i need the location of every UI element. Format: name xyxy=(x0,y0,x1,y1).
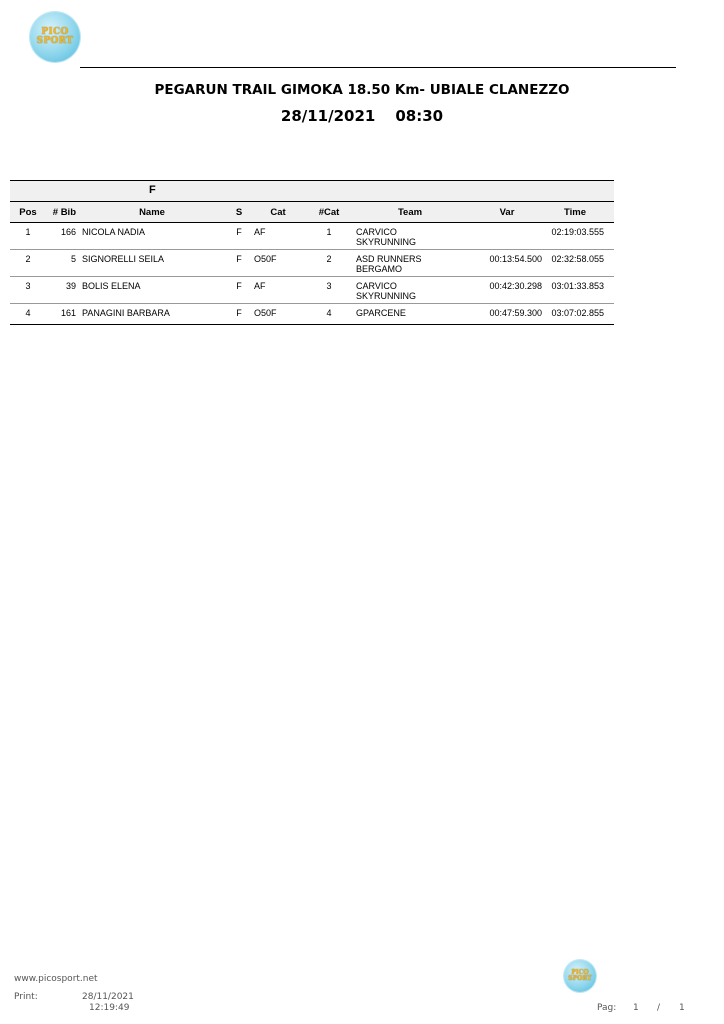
cell-pos: 2 xyxy=(25,254,31,264)
event-title: PEGARUN TRAIL GIMOKA 18.50 Km- UBIALE CLANEZZO xyxy=(154,82,570,98)
cell-cat-pos: 2 xyxy=(326,254,332,264)
header-divider xyxy=(80,67,676,68)
cell-name: BOLIS ELENA xyxy=(82,281,141,291)
column-headers xyxy=(10,202,614,223)
table-row xyxy=(10,223,614,250)
header-bib: # Bib xyxy=(52,207,76,218)
footer-website: www.picosport.net xyxy=(14,974,98,984)
header-cat-pos: #Cat xyxy=(318,207,340,218)
cell-team: CARVICO SKYRUNNING xyxy=(356,227,417,247)
cell-cat: AF xyxy=(254,227,266,237)
cell-pos: 3 xyxy=(25,281,31,291)
print-time: 12:19:49 xyxy=(89,1003,130,1013)
cell-bib: 161 xyxy=(60,308,76,318)
header-time: Time xyxy=(563,207,586,218)
table-row xyxy=(10,277,614,304)
cell-bib: 166 xyxy=(60,227,76,237)
picosport-logo xyxy=(30,12,80,62)
table-row xyxy=(10,304,614,325)
header-sex: S xyxy=(235,207,243,218)
print-label: Print: xyxy=(14,992,38,1002)
header-cat: Cat xyxy=(270,207,286,218)
cell-var: 00:42:30.298 xyxy=(489,281,542,291)
cell-team: GPARCENE xyxy=(356,308,406,318)
results-table xyxy=(10,180,614,325)
cell-bib: 5 xyxy=(70,254,76,264)
cell-time: 02:32:58.055 xyxy=(551,254,604,264)
cell-var: 00:47:59.300 xyxy=(489,308,542,318)
cell-cat-pos: 1 xyxy=(326,227,332,237)
header-team: Team xyxy=(397,207,423,218)
page-current: 1 xyxy=(633,1003,639,1013)
cell-name: PANAGINI BARBARA xyxy=(82,308,170,318)
header-var: Var xyxy=(499,207,515,218)
cell-sex: F xyxy=(236,227,242,237)
cell-time: 02:19:03.555 xyxy=(551,227,604,237)
group-header xyxy=(10,180,614,202)
cell-name: SIGNORELLI SEILA xyxy=(82,254,165,264)
page-total: 1 xyxy=(679,1003,685,1013)
picosport-logo-small xyxy=(564,960,596,992)
table-row xyxy=(10,250,614,277)
cell-pos: 4 xyxy=(25,308,31,318)
cell-cat: AF xyxy=(254,281,266,291)
cell-cat: O50F xyxy=(254,254,277,264)
cell-cat-pos: 4 xyxy=(326,308,332,318)
group-label: F xyxy=(149,184,156,196)
print-date: 28/11/2021 xyxy=(82,992,134,1002)
header-name: Name xyxy=(139,207,165,218)
cell-sex: F xyxy=(236,254,242,264)
cell-team: CARVICO SKYRUNNING xyxy=(356,281,417,301)
cell-name: NICOLA NADIA xyxy=(82,227,146,237)
cell-sex: F xyxy=(236,281,242,291)
cell-time: 03:01:33.853 xyxy=(551,281,604,291)
cell-sex: F xyxy=(236,308,242,318)
logo-text: PICO SPORT xyxy=(568,969,592,982)
cell-cat: O50F xyxy=(254,308,277,318)
header-pos: Pos xyxy=(19,207,37,218)
cell-var: 00:13:54.500 xyxy=(489,254,542,264)
event-datetime xyxy=(0,107,724,125)
cell-cat-pos: 3 xyxy=(326,281,332,291)
cell-time: 03:07:02.855 xyxy=(551,308,604,318)
cell-team: ASD RUNNERS BERGAMO xyxy=(356,254,422,274)
event-time: 08:30 xyxy=(395,107,444,125)
event-date: 28/11/2021 xyxy=(280,107,376,125)
cell-pos: 1 xyxy=(25,227,31,237)
page-label: Pag: xyxy=(597,1003,617,1013)
cell-bib: 39 xyxy=(65,281,76,291)
logo-text: PICO SPORT xyxy=(36,27,74,46)
page-separator: / xyxy=(657,1003,661,1013)
